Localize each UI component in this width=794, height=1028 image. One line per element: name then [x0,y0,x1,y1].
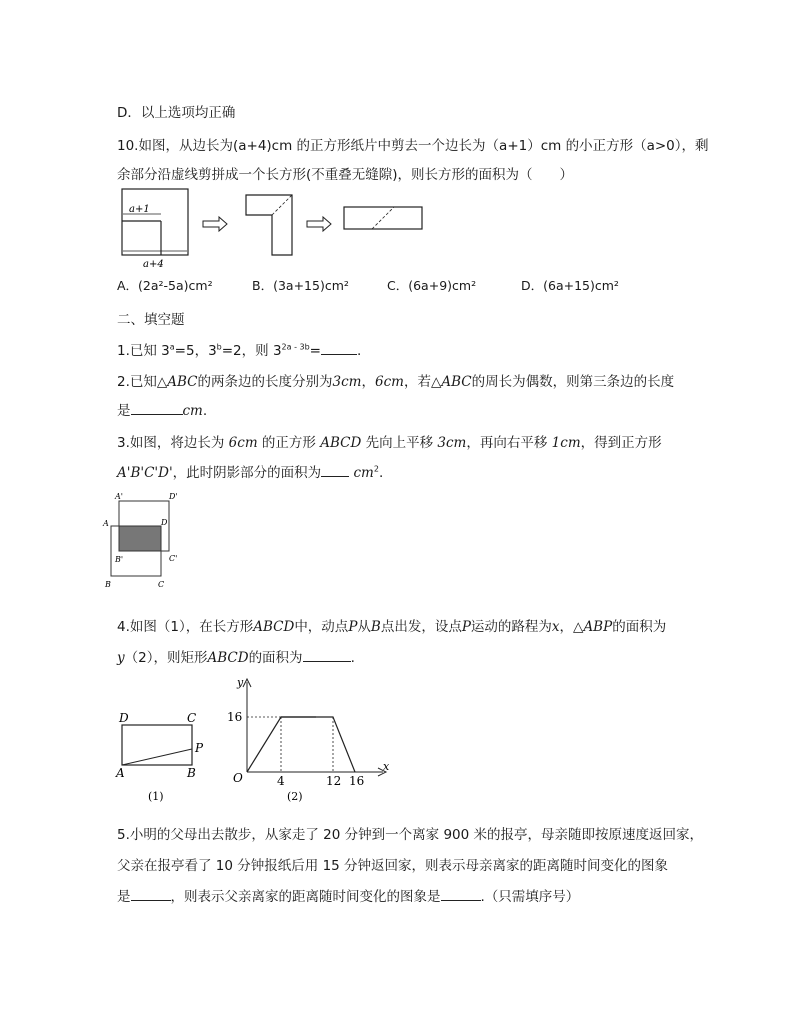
rectangle-abcd [122,725,192,765]
f1-sup-expr: 2a - 3b [281,342,310,352]
f4-p: P [348,619,358,635]
f2-cm: cm [341,374,362,390]
q4-figure-2 [225,674,395,809]
q3-figure [100,488,190,594]
f2-abc: ABC [441,374,472,390]
f5-v10: 10 [215,858,233,874]
f5-v900: 900 [443,827,470,843]
f5-line3-mid: ，则表示父亲离家的距离随时间变化的图象是 [170,889,441,905]
f2-comma: ， [361,374,375,390]
f3-mid2: 先向上平移 [361,435,438,451]
answer-blank[interactable] [303,647,351,662]
f4-abcd: ABCD [253,619,295,635]
x-axis-label: x [383,760,390,773]
f3-mid: 的正方形 [257,435,321,451]
q10-line1: 10.如图，从边长为(a+4)cm 的正方形纸片中剪去一个边长为（a+1）cm 的小正方形（a>0），剩 [117,138,709,154]
answer-blank[interactable] [321,340,357,355]
fill-q5-line2 [117,854,668,874]
label-c: C [187,711,197,725]
q10-option-c: C．(6a+9)cm² [387,278,477,293]
fill-q2-line2 [117,399,207,419]
f1-sup-b: b [216,342,222,352]
label-b: B [187,766,196,780]
q10-large-square [122,189,188,255]
section-title: 二、填空题 [117,312,185,328]
f3-cm: cm [237,435,258,451]
f5-line2-pre: 父亲在报亭看了 [117,858,216,874]
label-d: D [119,711,129,725]
f4-mid3: 点出发，设点 [380,619,462,635]
f3-cm: cm [353,465,374,481]
arrow-right-icon [307,217,331,231]
f1-end: . [356,343,362,359]
label-p: P [195,741,204,755]
fill-q3-line1 [117,431,662,451]
f3-square-prime: A'B'C'D' [117,465,173,481]
label-a: A [116,766,125,780]
f4-mid2: 从 [357,619,371,635]
f5-mid: 分钟到一个离家 [340,827,444,843]
f4-y: y [117,650,125,666]
answer-blank[interactable] [321,462,349,477]
label-a-prime: A' [115,492,123,501]
label-d: D [161,518,168,527]
fill-q4-line1 [117,615,666,635]
f4-pre: 4.如图（1），在长方形 [117,619,254,635]
f2-line2-pre: 是 [117,403,131,419]
f4-b: B [370,619,381,635]
f1-mid1: =5，3 [174,343,217,359]
f4-mid5: ，△ [559,619,584,635]
f1-pre: 1.已知 3 [117,343,170,359]
f1-post: = [309,343,321,359]
f3-v1: 1 [551,435,561,451]
fill-q2-line1 [117,370,674,390]
label-c-prime: C' [169,554,178,563]
f2-pre: 2.已知△ [117,374,168,390]
x-tick-12: 12 [326,774,342,788]
caption-1: (1) [148,790,164,803]
q10-label-outer: a+4 [143,259,164,270]
fill-q4-line2 [117,646,355,666]
origin-label: O [233,771,243,785]
f1-sup-a: a [169,342,175,352]
q9-option-d: D．以上选项均正确 [117,105,236,121]
caption-2: (2) [287,790,303,803]
q10-line2: 余部分沿虚线剪拼成一个长方形(不重叠无缝隙)，则长方形的面积为（ ） [117,167,574,183]
f2-v3: 3 [332,374,342,390]
q10-rect-dashed [372,207,394,229]
f3-abcd: ABCD [320,435,362,451]
f3-line2-mid: ，此时阴影部分的面积为 [172,465,322,481]
f4-abp: ABP [583,619,613,635]
f2-post: 的周长为偶数，则第三条边的长度 [471,374,675,390]
f1-mid2: =2，则 3 [221,343,282,359]
function-graph [247,717,355,772]
f4-end: . [350,650,355,666]
segment-ap [122,749,192,765]
f4-line2-post: 的面积为 [248,650,303,666]
q10-option-b: B．(3a+15)cm² [252,278,349,293]
label-c: C [158,580,165,589]
q10-option-d: D．(6a+15)cm² [521,278,619,293]
fill-q5-line1 [117,823,703,843]
x-tick-16: 16 [349,774,365,788]
f3-v3: 3 [437,435,446,451]
q10-l-shape [246,195,292,255]
f2-abc: ABC [167,374,198,390]
fill-q1 [117,339,361,359]
f3-square-sup: 2 [373,464,379,474]
answer-blank[interactable] [131,886,171,901]
f4-p: P [461,619,471,635]
answer-blank[interactable] [131,400,183,415]
f5-post: 米的报亭，母亲随即按原速度返回家， [469,827,704,843]
f5-v15: 15 [322,858,340,874]
f5-v20: 20 [323,827,341,843]
arrow-right-icon [203,217,227,231]
f4-x: x [551,619,560,635]
f4-mid4: 运动的路程为 [470,619,552,635]
y-tick-16: 16 [227,710,243,724]
f5-line3-pre: 是 [117,889,131,905]
f4-abcd: ABCD [207,650,249,666]
f4-line2-mid: （2），则矩形 [124,650,208,666]
q10-figure [115,185,435,270]
q10-option-a: A．(2a²-5a)cm² [117,278,213,293]
y-axis-label: y [237,676,244,689]
answer-blank[interactable] [441,886,481,901]
f3-pre: 3.如图，将边长为 [117,435,229,451]
f3-end: . [378,465,384,481]
f2-end: . [202,403,208,419]
label-b-prime: B' [115,555,124,564]
fill-q5-line3 [117,885,579,905]
f2-v6: 6 [374,374,384,390]
f3-mid3: ，再向右平移 [466,435,552,451]
f4-post: 的面积为 [612,619,667,635]
f2-mid2: ，若△ [403,374,442,390]
x-tick-4: 4 [277,774,285,788]
label-d-prime: D' [169,492,178,501]
f2-cm: cm [182,403,203,419]
f3-cm: cm [446,435,467,451]
q10-l-dashed [272,195,292,215]
label-a: A [103,519,109,528]
f5-line2-post: 分钟返回家，则表示母亲离家的距离随时间变化的图象 [339,858,669,874]
f2-mid: 的两条边的长度分别为 [197,374,333,390]
f3-post: ，得到正方形 [580,435,662,451]
f5-line3-post: .（只需填序号） [480,889,580,905]
q4-figure-1 [112,705,212,805]
f5-pre: 5.小明的父母出去散步，从家走了 [117,827,324,843]
q10-label-inner: a+1 [129,204,150,215]
f5-line2-mid: 分钟报纸后用 [232,858,323,874]
f2-cm: cm [383,374,404,390]
f3-v6: 6 [228,435,238,451]
label-b: B [105,580,111,589]
shaded-region [119,526,161,551]
f4-mid: 中，动点 [294,619,349,635]
fill-q3-line2 [117,461,383,481]
f3-cm: cm [560,435,581,451]
